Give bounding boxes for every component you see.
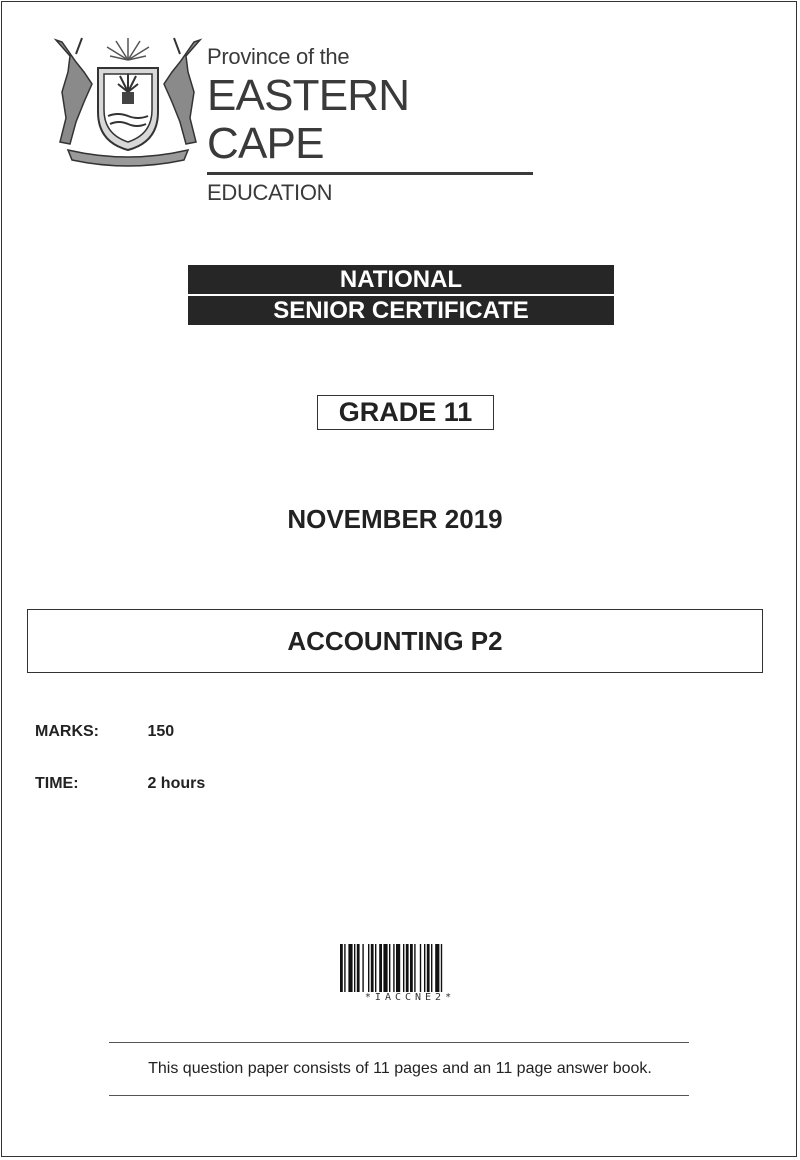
- logo-eastern-cape-text: EASTERN CAPE: [207, 71, 410, 168]
- nsc-banner: [188, 265, 614, 325]
- banner-line-national: NATIONAL: [188, 265, 614, 294]
- grade-box: GRADE 11: [317, 395, 494, 430]
- footer-bottom-rule: [109, 1095, 689, 1096]
- footer-top-rule: [109, 1042, 689, 1043]
- barcode-label: *IACCNE2*: [364, 992, 456, 1003]
- time-value: 2 hours: [147, 775, 206, 792]
- logo-education-text: EDUCATION: [207, 180, 333, 205]
- logo-divider: [207, 172, 533, 175]
- marks-value: 150: [147, 723, 175, 740]
- marks-row: [35, 722, 174, 742]
- barcode-image: [340, 944, 482, 992]
- footer-note: This question paper consists of 11 pages and an 11 page answer book.: [148, 1060, 652, 1077]
- logo-province-text: Province of the: [207, 44, 350, 69]
- time-label: TIME:: [35, 775, 79, 792]
- time-row: [35, 774, 205, 794]
- banner-line-senior-certificate: SENIOR CERTIFICATE: [188, 296, 614, 325]
- coat-of-arms-logo: [48, 32, 208, 172]
- marks-label: MARKS:: [35, 723, 99, 740]
- exam-date: NOVEMBER 2019: [287, 504, 503, 534]
- subject-title-box: ACCOUNTING P2: [27, 609, 763, 673]
- logo-wordmark: [207, 44, 537, 205]
